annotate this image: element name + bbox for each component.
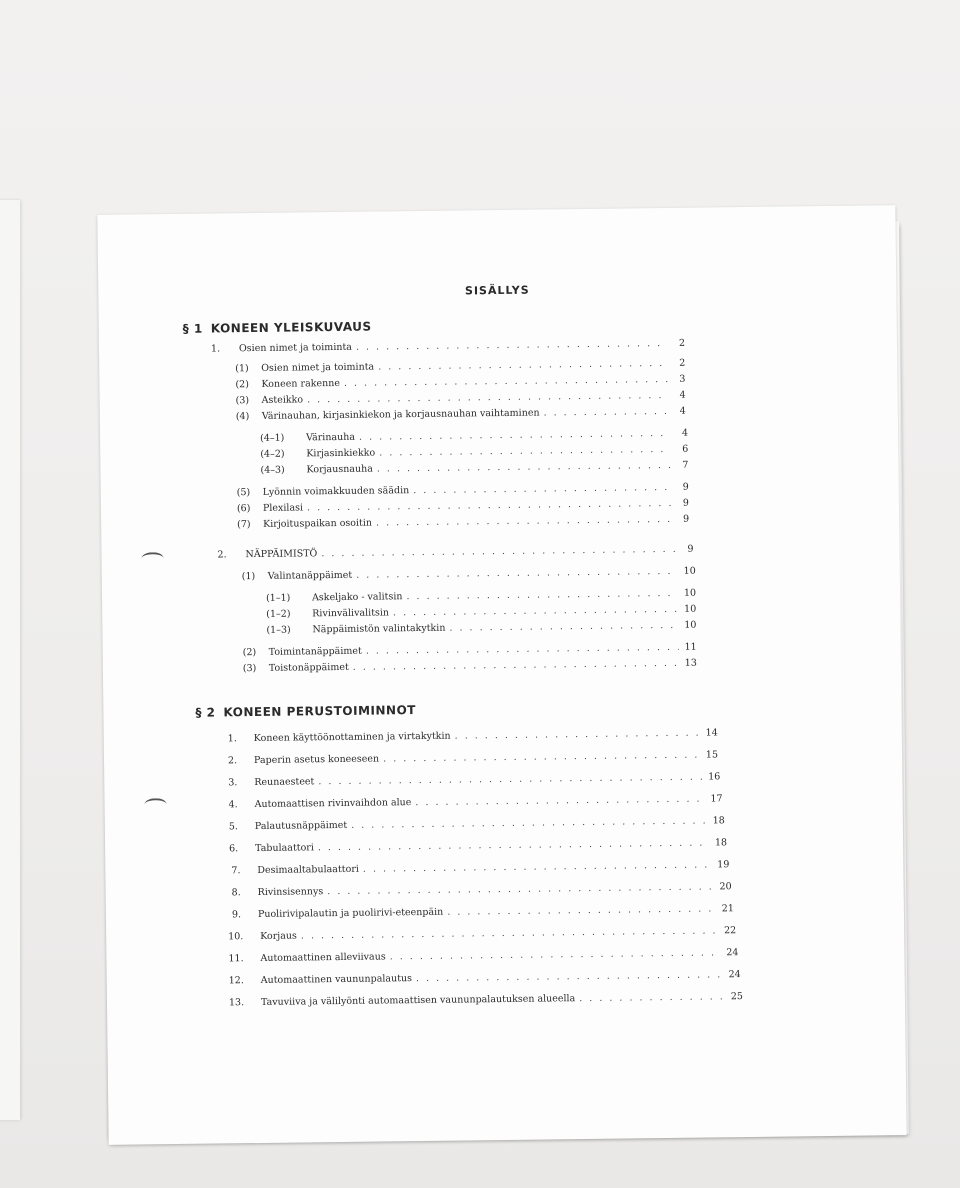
entry-number: (2) bbox=[235, 379, 249, 391]
entry-number: (4–2) bbox=[260, 448, 285, 460]
leader-dots bbox=[393, 604, 678, 619]
entry-page: 2 bbox=[678, 337, 686, 349]
entry-number: 6. bbox=[229, 843, 239, 855]
leader-dots bbox=[307, 498, 671, 514]
toc-entry bbox=[229, 969, 741, 987]
entry-page: 7 bbox=[682, 459, 689, 471]
toc-entry bbox=[243, 642, 697, 660]
toc-entry bbox=[211, 338, 685, 356]
leader-dots bbox=[301, 925, 718, 942]
entry-title: Valintanäppäimet bbox=[267, 569, 353, 582]
leader-dots bbox=[579, 991, 725, 1005]
leader-dots bbox=[363, 859, 712, 875]
leader-dots bbox=[318, 772, 702, 789]
entry-title: Koneen käyttöönottaminen ja virtakytkin bbox=[253, 730, 451, 745]
section-heading bbox=[195, 703, 416, 720]
entry-number: (5) bbox=[236, 487, 251, 499]
leader-dots bbox=[406, 588, 678, 603]
entry-title: Kirjasinkiekko bbox=[306, 447, 376, 460]
entry-number: 10. bbox=[228, 931, 244, 943]
toc-entry bbox=[228, 771, 720, 789]
entry-number: (4–3) bbox=[260, 464, 285, 476]
toc-entry bbox=[235, 358, 685, 375]
toc-entry bbox=[236, 390, 686, 407]
entry-number: 7. bbox=[231, 865, 241, 877]
leader-dots bbox=[413, 482, 671, 497]
toc-entry bbox=[232, 881, 732, 899]
toc-entry bbox=[229, 991, 743, 1009]
entry-page: 3 bbox=[679, 373, 686, 385]
punch-hole-mark bbox=[141, 552, 163, 564]
leader-dots bbox=[356, 566, 678, 582]
leader-dots bbox=[327, 881, 714, 898]
leader-dots bbox=[318, 837, 709, 854]
entry-page: 9 bbox=[682, 481, 689, 493]
toc-entry bbox=[260, 428, 688, 445]
entry-title: NÄPPÄIMISTÖ bbox=[245, 548, 318, 561]
entry-number: (4) bbox=[235, 411, 250, 423]
entry-page: 25 bbox=[730, 991, 744, 1003]
leader-dots bbox=[383, 750, 700, 766]
entry-number: 2. bbox=[227, 755, 238, 767]
toc-entry bbox=[228, 749, 718, 767]
toc-entry bbox=[266, 588, 696, 605]
entry-page: 9 bbox=[687, 543, 694, 555]
toc-entry bbox=[243, 658, 697, 676]
entry-number: 5. bbox=[228, 821, 238, 833]
entry-page: 14 bbox=[705, 727, 718, 739]
entry-number: (2) bbox=[242, 647, 257, 659]
entry-title: Automaattisen rivinvaihdon alue bbox=[254, 797, 412, 811]
entry-page: 13 bbox=[684, 657, 697, 669]
entry-page: 17 bbox=[710, 793, 723, 805]
entry-page: 18 bbox=[712, 815, 725, 827]
leader-dots bbox=[416, 969, 723, 985]
toc-entry bbox=[260, 460, 688, 477]
entry-number: (1–2) bbox=[266, 608, 291, 620]
leader-dots bbox=[378, 358, 667, 374]
adjacent-sheet-edge bbox=[0, 200, 20, 1120]
leader-dots bbox=[390, 947, 721, 963]
section-symbol: § 1 bbox=[182, 321, 203, 336]
entry-title: Tavuviiva ja välilyönti automaattisen vaununpalautuksen alueella bbox=[260, 993, 576, 1008]
leader-dots bbox=[379, 444, 670, 460]
entry-title: Automaattinen alleviivaus bbox=[260, 951, 386, 964]
leader-dots bbox=[356, 338, 667, 354]
entry-number: (1–3) bbox=[266, 624, 291, 636]
entry-page: 10 bbox=[684, 619, 697, 631]
entry-number: (7) bbox=[237, 519, 251, 531]
entry-number: (4–1) bbox=[260, 432, 285, 444]
entry-number: (1) bbox=[235, 363, 249, 375]
leader-dots bbox=[353, 658, 679, 674]
entry-page: 9 bbox=[682, 497, 689, 509]
entry-title: Toistonäppäimet bbox=[268, 661, 349, 674]
toc-entry bbox=[231, 859, 729, 877]
entry-page: 22 bbox=[723, 925, 737, 937]
entry-page: 10 bbox=[683, 587, 697, 599]
entry-number: (6) bbox=[236, 503, 251, 515]
entry-page: 4 bbox=[679, 389, 686, 401]
toc-entry bbox=[266, 604, 696, 621]
toc-entry bbox=[228, 793, 722, 811]
page-title: SISÄLLYS bbox=[464, 283, 530, 298]
entry-title: Näppäimistön valintakytkin bbox=[312, 622, 446, 636]
entry-number: 4. bbox=[228, 799, 238, 811]
leader-dots bbox=[344, 374, 668, 390]
toc-entry bbox=[237, 498, 689, 516]
leader-dots bbox=[376, 514, 671, 530]
entry-number: 1. bbox=[210, 343, 221, 355]
entry-title: Asteikko bbox=[261, 394, 304, 406]
entry-page: 6 bbox=[682, 443, 689, 455]
toc-entry bbox=[260, 444, 688, 461]
entry-title: Automaattinen vaununpalautus bbox=[260, 973, 413, 986]
entry-page: 24 bbox=[728, 969, 741, 981]
entry-title: Palautusnäppäimet bbox=[254, 819, 348, 833]
entry-number: 13. bbox=[228, 997, 245, 1009]
section-symbol: § 2 bbox=[195, 705, 216, 720]
toc-page bbox=[97, 205, 906, 1145]
entry-title: Värinauhan, kirjasinkiekon ja korjausnauhan vaihtaminen bbox=[261, 407, 540, 422]
entry-number: (3) bbox=[242, 663, 257, 675]
entry-page: 4 bbox=[679, 405, 686, 417]
entry-title: Puolirivipalautin ja puolirivi-eteenpäin bbox=[257, 906, 444, 920]
toc-entry bbox=[232, 903, 734, 921]
entry-title: Kirjoituspaikan osoitin bbox=[263, 517, 373, 530]
entry-number: (1) bbox=[241, 571, 256, 583]
toc-entry bbox=[228, 727, 718, 745]
entry-page: 24 bbox=[726, 947, 739, 959]
entry-number: 2. bbox=[217, 549, 227, 561]
section-title: KONEEN PERUSTOIMINNOT bbox=[223, 703, 417, 720]
toc-entry bbox=[237, 482, 689, 500]
entry-title: Toimintanäppäimet bbox=[268, 645, 362, 658]
entry-number: 3. bbox=[228, 777, 238, 789]
entry-page: 2 bbox=[679, 357, 686, 369]
entry-number: (3) bbox=[235, 395, 250, 407]
leader-dots bbox=[321, 544, 675, 560]
entry-title: Reunaesteet bbox=[254, 776, 315, 789]
toc-entry bbox=[217, 544, 693, 562]
entry-title: Desimaaltabulaattori bbox=[257, 863, 359, 877]
entry-title: Korjaus bbox=[260, 930, 297, 942]
leader-dots bbox=[415, 794, 704, 810]
entry-number: (1–1) bbox=[265, 592, 291, 604]
leader-dots bbox=[543, 406, 667, 420]
punch-hole-mark bbox=[144, 798, 166, 810]
leader-dots bbox=[455, 728, 700, 743]
entry-title: Askeljako - valitsin bbox=[311, 591, 403, 604]
entry-title: Rivinvälivalitsin bbox=[312, 607, 390, 620]
leader-dots bbox=[377, 460, 671, 476]
toc-entry bbox=[236, 406, 686, 423]
section-title: KONEEN YLEISKUVAUS bbox=[210, 319, 372, 336]
entry-title: Värinauha bbox=[306, 431, 356, 444]
toc-entry bbox=[237, 514, 689, 532]
entry-page: 19 bbox=[717, 859, 730, 871]
toc-entry bbox=[242, 566, 696, 584]
entry-title: Osien nimet ja toiminta bbox=[261, 361, 375, 374]
section-heading bbox=[183, 320, 372, 336]
toc-entry bbox=[229, 815, 725, 833]
leader-dots bbox=[447, 903, 716, 918]
leader-dots bbox=[449, 620, 678, 635]
entry-title: Osien nimet ja toiminta bbox=[238, 341, 353, 355]
leader-dots bbox=[366, 642, 679, 658]
entry-title: Koneen rakenne bbox=[261, 377, 341, 390]
entry-title: Rivinsisennys bbox=[257, 886, 324, 899]
toc-entry bbox=[228, 925, 736, 943]
entry-number: 1. bbox=[227, 733, 237, 745]
toc-entry bbox=[266, 620, 696, 637]
entry-page: 15 bbox=[705, 749, 719, 761]
entry-page: 20 bbox=[719, 881, 732, 893]
entry-page: 10 bbox=[684, 603, 697, 615]
entry-number: 11. bbox=[228, 953, 244, 965]
entry-title: Tabulaattori bbox=[255, 842, 314, 855]
entry-page: 16 bbox=[708, 771, 721, 783]
toc-entry bbox=[228, 947, 738, 965]
entry-page: 10 bbox=[683, 565, 696, 577]
entry-title: Paperin asetus koneeseen bbox=[253, 753, 380, 767]
entry-page: 9 bbox=[682, 513, 690, 525]
entry-title: Korjausnauha bbox=[306, 463, 373, 476]
entry-page: 4 bbox=[681, 427, 689, 439]
leader-dots bbox=[351, 816, 707, 832]
entry-page: 21 bbox=[721, 903, 734, 915]
entry-title: Lyönnin voimakkuuden säädin bbox=[262, 485, 410, 498]
entry-number: 9. bbox=[231, 909, 242, 921]
entry-title: Plexilasi bbox=[262, 502, 304, 514]
entry-page: 18 bbox=[714, 837, 728, 849]
toc-entry bbox=[229, 837, 727, 855]
entry-page: 11 bbox=[684, 641, 697, 653]
leader-dots bbox=[359, 428, 670, 444]
leader-dots bbox=[307, 390, 668, 406]
toc-entry bbox=[235, 374, 685, 391]
entry-number: 12. bbox=[228, 975, 244, 987]
entry-number: 8. bbox=[231, 887, 241, 899]
